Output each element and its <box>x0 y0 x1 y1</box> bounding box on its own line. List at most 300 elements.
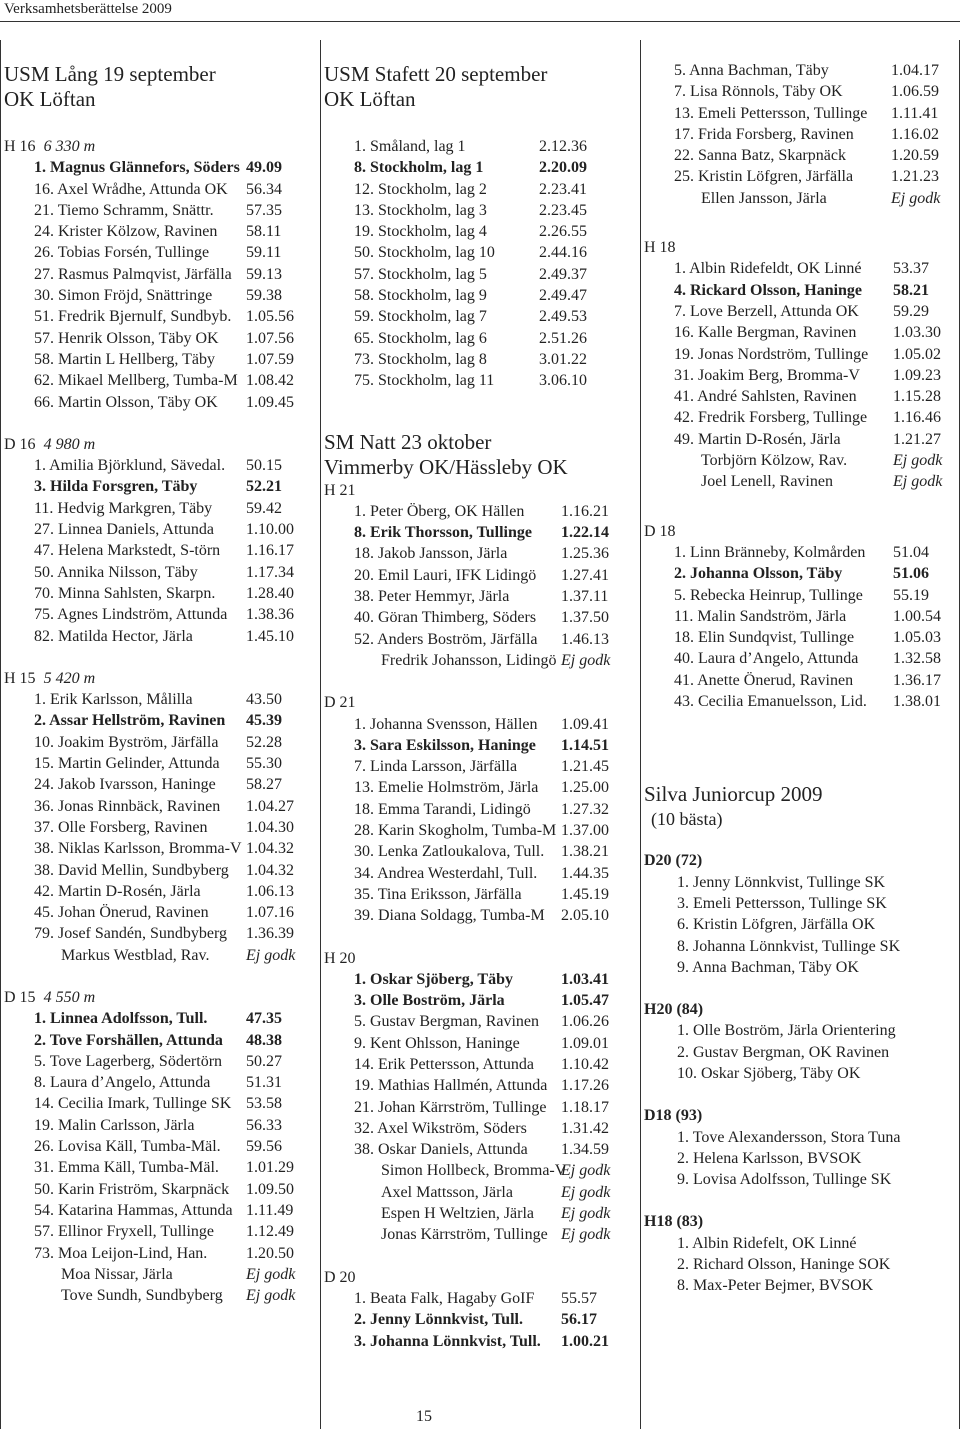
result-row <box>641 322 959 343</box>
result-name: 18. Elin Sundqvist, Tullinge <box>674 629 855 647</box>
result-row <box>321 1160 641 1181</box>
result-name: 3. Sara Eskilsson, Haninge <box>354 736 536 754</box>
result-time: 1.07.56 <box>246 329 294 347</box>
result-row <box>321 1075 641 1096</box>
result-name: 5. Anna Bachman, Täby <box>674 62 829 79</box>
result-time: 2.12.36 <box>539 138 587 155</box>
column-1 <box>0 40 320 1429</box>
result-row <box>321 328 641 349</box>
class-heading: D 20 <box>324 1268 356 1286</box>
result-row <box>1 306 320 327</box>
result-row <box>1 285 320 306</box>
result-row <box>1 1093 320 1114</box>
result-time: 57.35 <box>246 201 282 219</box>
result-name: 79. Josef Sandén, Sundbyberg <box>34 925 228 943</box>
list-item-text: 6. Kristin Löfgren, Järfälla OK <box>677 916 876 934</box>
result-row <box>641 145 959 166</box>
result-name: 1. Erik Karlsson, Målilla <box>34 691 193 709</box>
result-name: 73. Stockholm, lag 8 <box>354 350 487 368</box>
result-row <box>321 990 641 1011</box>
result-row <box>641 301 959 322</box>
result-name: 1. Magnus Glännefors, Söders <box>34 159 240 177</box>
result-time: Ej godk <box>891 189 941 207</box>
result-row <box>321 1224 641 1245</box>
result-row <box>1 838 320 859</box>
list-item <box>641 1020 959 1041</box>
result-row <box>321 1139 641 1160</box>
result-time: 51.04 <box>893 543 929 561</box>
result-row <box>321 1033 641 1054</box>
header-rule <box>0 21 960 22</box>
result-row <box>1 945 320 966</box>
result-row <box>1 710 320 731</box>
result-name: 13. Emeli Pettersson, Tullinge <box>674 104 868 122</box>
result-row <box>321 820 641 841</box>
result-time: Ej godk <box>561 1183 611 1201</box>
result-row <box>321 735 641 756</box>
class-heading: H 20 <box>324 949 356 967</box>
result-time: 59.13 <box>246 265 282 283</box>
result-row <box>641 344 959 365</box>
result-name: 75. Stockholm, lag 11 <box>354 372 495 390</box>
result-name: 1. Albin Ridefeldt, OK Linné <box>674 260 862 278</box>
result-row <box>1 476 320 497</box>
result-time: 49.09 <box>246 159 282 177</box>
result-row <box>321 157 641 178</box>
result-time: Ej godk <box>893 473 943 491</box>
result-name: 39. Diana Soldagg, Tumba-M <box>354 907 545 925</box>
result-name: 27. Linnea Daniels, Attunda <box>34 521 214 539</box>
document-title: Verksamhetsberättelse 2009 <box>4 1 172 17</box>
result-row <box>1 1051 320 1072</box>
result-row <box>321 756 641 777</box>
result-name: 45. Johan Önerud, Ravinen <box>34 904 209 922</box>
result-name: 28. Karin Skogholm, Tumba-M <box>354 822 557 840</box>
result-name: 2. Jenny Lönnkvist, Tull. <box>354 1311 523 1329</box>
result-time: 50.27 <box>246 1052 282 1070</box>
result-name: 42. Fredrik Forsberg, Tullinge <box>674 409 868 427</box>
result-row <box>321 777 641 798</box>
result-row <box>321 221 641 242</box>
result-name: 82. Matilda Hector, Järla <box>34 627 193 645</box>
result-time: 1.38.21 <box>561 843 609 861</box>
result-time: 51.06 <box>893 565 929 583</box>
column-2 <box>320 40 641 1429</box>
list-item <box>641 914 959 935</box>
result-time: 58.11 <box>246 223 282 241</box>
class-heading: D 18 <box>644 522 676 540</box>
result-time: 1.37.50 <box>561 609 609 627</box>
result-row <box>321 565 641 586</box>
result-row <box>1 583 320 604</box>
result-name: 9. Kent Ohlsson, Haninge <box>354 1034 520 1052</box>
result-row <box>321 969 641 990</box>
result-name: 8. Erik Thorsson, Tullinge <box>354 524 532 542</box>
result-time: 51.31 <box>246 1074 282 1092</box>
list-item <box>641 1127 959 1148</box>
result-name: 5. Tove Lagerberg, Södertörn <box>34 1052 223 1070</box>
result-time: 1.20.50 <box>246 1244 294 1262</box>
list-item <box>641 1148 959 1169</box>
result-name: Axel Mattsson, Järla <box>381 1183 513 1201</box>
result-name: 40. Göran Thimberg, Söders <box>354 609 537 627</box>
result-row <box>321 242 641 263</box>
result-name: 50. Karin Friström, Skarpnäck <box>34 1180 230 1198</box>
result-name: 2. Johanna Olsson, Täby <box>674 565 843 583</box>
result-time: 1.32.58 <box>893 650 941 668</box>
result-row <box>641 429 959 450</box>
result-row <box>1 264 320 285</box>
result-name: 35. Tina Eriksson, Järfälla <box>354 885 522 903</box>
list-item <box>641 872 959 893</box>
list-item-text: 1. Tove Alexandersson, Stora Tuna <box>677 1128 901 1146</box>
list-item-text: 9. Anna Bachman, Täby OK <box>677 958 859 976</box>
result-name: 57. Ellinor Fryxell, Tullinge <box>34 1223 215 1241</box>
class-heading: H 18 <box>644 239 676 257</box>
result-time: 1.27.32 <box>561 800 609 818</box>
result-row <box>641 81 959 102</box>
result-row <box>321 306 641 327</box>
result-name: 2. Assar Hellström, Ravinen <box>34 712 226 730</box>
result-row <box>1 242 320 263</box>
result-name: Simon Hollbeck, Bromma-V <box>381 1162 567 1180</box>
result-name: Jonas Kärrström, Tullinge <box>381 1226 548 1244</box>
result-time: 2.49.53 <box>539 308 587 326</box>
result-time: 1.21.45 <box>561 758 609 776</box>
result-row <box>321 799 641 820</box>
result-time: 1.25.36 <box>561 545 609 563</box>
result-time: 1.16.02 <box>891 125 939 143</box>
result-name: 3. Olle Boström, Järla <box>354 992 505 1010</box>
result-time: 1.15.28 <box>893 388 941 406</box>
result-name: 7. Love Berzell, Attunda OK <box>674 302 859 320</box>
class-distance: 4 550 m <box>43 988 96 1006</box>
result-time: 1.34.59 <box>561 1141 609 1159</box>
result-row <box>1 1221 320 1242</box>
result-row <box>1 796 320 817</box>
result-time: 2.51.26 <box>539 329 587 347</box>
result-time: 1.00.21 <box>561 1332 609 1350</box>
result-row <box>321 522 641 543</box>
result-row <box>1 1136 320 1157</box>
result-name: 52. Anders Boström, Järfälla <box>354 630 538 648</box>
result-row <box>1 1285 320 1306</box>
result-time: Ej godk <box>561 1162 611 1180</box>
result-row <box>1 179 320 200</box>
result-row <box>1 902 320 923</box>
result-name: 13. Emelie Holmström, Järla <box>354 779 539 797</box>
class-heading <box>1 136 320 157</box>
class-name: D 15 <box>4 988 36 1006</box>
result-time: 59.11 <box>246 244 282 262</box>
result-row <box>1 328 320 349</box>
result-name: 19. Stockholm, lag 4 <box>354 223 487 241</box>
result-time: 2.20.09 <box>539 159 587 177</box>
result-name: 30. Lenka Zatloukalova, Tull. <box>354 843 545 861</box>
result-time: 1.37.11 <box>561 588 609 606</box>
result-row <box>1 689 320 710</box>
list-item-text: 10. Oskar Sjöberg, Täby OK <box>677 1064 861 1082</box>
result-row <box>321 1054 641 1075</box>
result-row <box>321 1182 641 1203</box>
result-time: 1.09.50 <box>246 1180 294 1198</box>
result-name: 59. Stockholm, lag 7 <box>354 308 487 326</box>
list-item <box>641 1042 959 1063</box>
result-time: 59.29 <box>893 302 929 320</box>
group-heading: H20 (84) <box>644 1001 704 1019</box>
result-time: Ej godk <box>561 1226 611 1244</box>
result-name: 65. Stockholm, lag 6 <box>354 329 487 347</box>
result-time: Ej godk <box>246 1287 296 1305</box>
result-time: 2.44.16 <box>539 244 587 262</box>
list-item-text: 8. Johanna Lönnkvist, Tullinge SK <box>677 937 901 955</box>
result-row <box>1 732 320 753</box>
result-name: 11. Malin Sandström, Järla <box>674 607 847 625</box>
result-row <box>321 863 641 884</box>
result-row <box>1 349 320 370</box>
result-name: 21. Johan Kärrström, Tullinge <box>354 1098 547 1116</box>
result-time: 59.42 <box>246 499 282 517</box>
result-time: 1.31.42 <box>561 1119 609 1137</box>
result-row <box>1 817 320 838</box>
result-row <box>1 455 320 476</box>
result-name: 62. Mikael Mellberg, Tumba-M <box>34 372 238 390</box>
result-time: 59.38 <box>246 287 282 305</box>
result-time: 1.01.29 <box>246 1159 294 1177</box>
result-time: 1.05.56 <box>246 308 294 326</box>
result-name: 1. Beata Falk, Hagaby GoIF <box>354 1289 535 1307</box>
result-name: 2. Tove Forshällen, Attunda <box>34 1031 223 1049</box>
result-time: 3.01.22 <box>539 350 587 368</box>
result-time: 2.26.55 <box>539 223 587 241</box>
result-time: 1.10.00 <box>246 521 294 539</box>
result-name: 58. Martin L Hellberg, Täby <box>34 350 215 368</box>
result-time: 1.37.00 <box>561 822 609 840</box>
list-item-text: 2. Gustav Bergman, OK Ravinen <box>677 1043 890 1061</box>
result-time: 53.37 <box>893 260 929 278</box>
result-name: Fredrik Johansson, Lidingö <box>381 651 557 669</box>
result-row <box>321 841 641 862</box>
result-row <box>1 1243 320 1264</box>
result-time: 45.39 <box>246 712 282 730</box>
result-name: 51. Fredrik Bjernulf, Sundbyb. <box>34 308 232 326</box>
result-row <box>641 691 959 712</box>
result-row <box>1 519 320 540</box>
result-row <box>1 392 320 413</box>
list-item <box>641 1254 959 1275</box>
result-time: Ej godk <box>561 1205 611 1223</box>
result-row <box>641 627 959 648</box>
result-name: 50. Annika Nilsson, Täby <box>34 563 198 581</box>
result-row <box>1 1030 320 1051</box>
result-row <box>321 629 641 650</box>
class-heading <box>1 434 320 455</box>
result-time: 1.16.21 <box>561 502 609 520</box>
result-name: 1. Amilia Björklund, Sävedal. <box>34 457 226 475</box>
result-time: 52.21 <box>246 478 282 496</box>
group-heading: H18 (83) <box>644 1213 704 1231</box>
result-name: 37. Olle Forsberg, Ravinen <box>34 818 208 836</box>
result-row <box>321 905 641 926</box>
result-time: 52.28 <box>246 733 282 751</box>
result-time: 1.16.46 <box>893 409 941 427</box>
section-title: USM Stafett 20 september <box>324 62 548 86</box>
result-row <box>1 860 320 881</box>
result-time: 2.23.45 <box>539 201 587 219</box>
result-name: 15. Martin Gelinder, Attunda <box>34 755 220 773</box>
result-time: 1.12.49 <box>246 1223 294 1241</box>
result-row <box>1 1115 320 1136</box>
result-row <box>641 585 959 606</box>
result-time: 1.11.41 <box>891 104 939 122</box>
result-time: 1.38.01 <box>893 693 941 711</box>
result-name: 27. Rasmus Palmqvist, Järfälla <box>34 265 232 283</box>
result-name: 22. Sanna Batz, Skarpnäck <box>674 147 846 165</box>
list-item-text: 3. Emeli Pettersson, Tullinge SK <box>677 894 887 912</box>
result-row <box>641 60 959 81</box>
result-row <box>641 365 959 386</box>
section-subtitle: (10 bästa) <box>651 809 723 830</box>
result-time: Ej godk <box>246 946 296 964</box>
result-row <box>1 370 320 391</box>
result-row <box>641 648 959 669</box>
result-time: 55.57 <box>561 1289 597 1307</box>
result-name: 26. Lovisa Käll, Tumba-Mäl. <box>34 1138 221 1156</box>
result-name: 50. Stockholm, lag 10 <box>354 244 495 262</box>
result-row <box>641 280 959 301</box>
result-row <box>321 200 641 221</box>
result-row <box>321 884 641 905</box>
result-name: 19. Mathias Hallmén, Attunda <box>354 1077 548 1095</box>
result-time: 1.03.30 <box>893 324 941 342</box>
page-number: 15 <box>416 1408 432 1425</box>
result-row <box>321 1331 641 1352</box>
result-time: 56.34 <box>246 180 282 198</box>
result-row <box>1 1200 320 1221</box>
result-name: 1. Peter Öberg, OK Hällen <box>354 502 525 520</box>
result-time: 59.56 <box>246 1138 282 1156</box>
list-item <box>641 957 959 978</box>
class-name: H 16 <box>4 138 36 155</box>
result-time: 2.05.10 <box>561 907 609 925</box>
result-time: 1.22.14 <box>561 524 609 542</box>
result-time: 3.06.10 <box>539 372 587 390</box>
result-time: Ej godk <box>246 1265 296 1283</box>
result-name: 5. Rebecka Heinrup, Tullinge <box>674 586 863 604</box>
result-time: 1.27.41 <box>561 566 609 584</box>
result-name: 24. Jakob Ivarsson, Haninge <box>34 776 216 794</box>
result-name: 66. Martin Olsson, Täby OK <box>34 393 218 411</box>
result-name: 1. Oskar Sjöberg, Täby <box>354 970 513 988</box>
list-item <box>641 1233 959 1254</box>
result-row <box>321 607 641 628</box>
result-row <box>641 563 959 584</box>
result-time: 58.27 <box>246 776 282 794</box>
result-name: 41. André Sahlsten, Ravinen <box>674 388 857 406</box>
result-name: 18. Emma Tarandi, Lidingö <box>354 800 531 818</box>
result-time: 1.03.41 <box>561 970 609 988</box>
result-time: 1.00.54 <box>893 607 941 625</box>
result-name: 54. Katarina Hammas, Attunda <box>34 1201 233 1219</box>
result-time: 1.05.47 <box>561 992 609 1010</box>
result-time: 1.45.19 <box>561 885 609 903</box>
result-time: 55.19 <box>893 586 929 604</box>
result-time: 2.23.41 <box>539 180 587 198</box>
result-row <box>1 200 320 221</box>
result-name: 41. Anette Önerud, Ravinen <box>674 671 854 689</box>
result-name: 70. Minna Sahlsten, Skarpn. <box>34 584 216 602</box>
result-time: 43.50 <box>246 691 282 709</box>
result-time: 2.49.37 <box>539 265 587 283</box>
result-time: 2.49.47 <box>539 287 587 305</box>
result-time: 1.21.23 <box>891 168 939 186</box>
result-name: 38. Peter Hemmyr, Järla <box>354 588 510 606</box>
result-time: 55.30 <box>246 755 282 773</box>
list-item <box>641 936 959 957</box>
class-heading <box>1 668 320 689</box>
result-time: 47.35 <box>246 1010 282 1028</box>
result-time: 48.38 <box>246 1031 282 1049</box>
list-item-text: 1. Albin Ridefelt, OK Linné <box>677 1234 857 1252</box>
result-row <box>641 188 959 209</box>
class-name: H 15 <box>4 669 36 687</box>
result-time: 53.58 <box>246 1095 282 1113</box>
list-item-text: 1. Olle Boström, Järla Orientering <box>677 1022 896 1040</box>
result-name: 25. Kristin Löfgren, Järfälla <box>674 168 854 186</box>
list-item <box>641 1169 959 1190</box>
result-name: 42. Martin D-Rosén, Järla <box>34 882 201 900</box>
result-row <box>321 1203 641 1224</box>
result-row <box>1 498 320 519</box>
result-name: 19. Jonas Nordström, Tullinge <box>674 345 869 363</box>
result-name: 47. Helena Markstedt, S-törn <box>34 542 221 560</box>
result-name: Markus Westblad, Rav. <box>61 946 210 964</box>
result-name: 57. Henrik Olsson, Täby OK <box>34 329 219 347</box>
result-time: 1.05.02 <box>893 345 941 363</box>
result-row <box>1 540 320 561</box>
result-time: 1.10.42 <box>561 1055 609 1073</box>
result-name: 30. Simon Fröjd, Snättringe <box>34 287 213 305</box>
result-name: 34. Andrea Westerdahl, Tull. <box>354 864 538 882</box>
result-name: 40. Laura d’Angelo, Attunda <box>674 650 859 668</box>
result-time: 1.06.59 <box>891 83 939 101</box>
result-time: Ej godk <box>561 651 611 669</box>
result-time: 1.04.32 <box>246 840 294 858</box>
list-item <box>641 893 959 914</box>
column-3 <box>640 40 960 1429</box>
result-time: 1.14.51 <box>561 736 609 754</box>
result-time: 1.36.39 <box>246 925 294 943</box>
result-name: 38. David Mellin, Sundbyberg <box>34 861 229 879</box>
result-name: 31. Emma Käll, Tumba-Mäl. <box>34 1159 219 1177</box>
result-name: 12. Stockholm, lag 2 <box>354 180 487 198</box>
result-time: 58.21 <box>893 281 929 299</box>
result-row <box>321 285 641 306</box>
result-name: 1. Linn Bränneby, Kolmården <box>674 543 866 561</box>
result-row <box>1 1072 320 1093</box>
class-heading <box>1 987 320 1008</box>
result-row <box>1 1264 320 1285</box>
result-row <box>321 1097 641 1118</box>
result-row <box>641 542 959 563</box>
result-row <box>1 923 320 944</box>
result-name: 1. Johanna Svensson, Hällen <box>354 715 538 733</box>
class-distance: 4 980 m <box>43 435 96 453</box>
result-name: 75. Agnes Lindström, Attunda <box>34 606 228 624</box>
result-name: Joel Lenell, Ravinen <box>701 473 833 491</box>
list-item-text: 2. Richard Olsson, Haninge SOK <box>677 1256 891 1274</box>
result-name: Torbjörn Kölzow, Rav. <box>701 452 848 470</box>
